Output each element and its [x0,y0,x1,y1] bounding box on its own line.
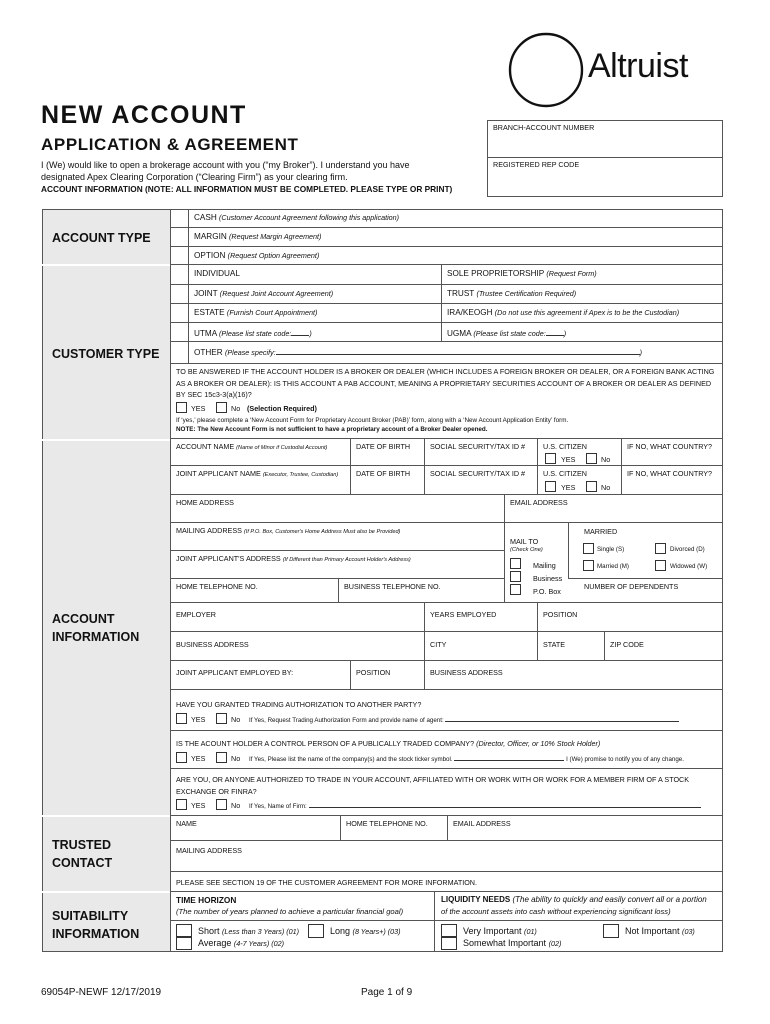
q1-no-checkbox[interactable] [216,713,227,724]
joint-citizen-yes-checkbox[interactable] [545,481,556,492]
q2-if-yes: If Yes, Please list the name of the company(s) and the stock ticker symbol. I (We) promise to notify you of any change. [249,756,684,763]
trusted-email-label: EMAIL ADDRESS [453,819,511,828]
joint-citizen-no-label: No [601,483,611,492]
joint-us-citizen-label: U.S. CITIZEN [543,469,587,478]
position-label: POSITION [543,610,578,619]
trusted-name-label: NAME [176,819,197,828]
divorced-label: Divorced (D) [670,546,705,553]
account-info-note: ACCOUNT INFORMATION (NOTE: ALL INFORMATION MUST BE COMPLETED. PLEASE TYPE OR PRINT) [41,184,453,194]
dependents-label: NUMBER OF DEPENDENTS [584,582,679,591]
q1-yes-checkbox[interactable] [176,713,187,724]
q2-yes-checkbox[interactable] [176,752,187,763]
citizen-no-checkbox[interactable] [586,453,597,464]
pab-question-line-2: AS A BROKER OR DEALER): IS THIS ACCOUNT A PAB ACCOUNT, MEANING A PROPRIETARY SECURITIES ACCOUNT OF A BROKER OR DEALER AS DEFINED [176,379,712,388]
page-number: Page 1 of 9 [361,987,413,998]
mail-to-po-box-checkbox[interactable] [510,584,521,595]
short-checkbox[interactable] [176,924,192,937]
trusted-home-phone-label: HOME TELEPHONE NO. [346,819,428,828]
widowed-checkbox[interactable] [655,560,666,571]
married-m-label: Married (M) [597,563,629,570]
years-employed-label: YEARS EMPLOYED [430,610,497,619]
pab-selection-required: (Selection Required) [247,404,317,413]
joint-name-label: JOINT APPLICANT NAME (Executor, Trustee, Custodian) [176,469,339,478]
state-label: STATE [543,640,566,649]
mail-to-label: MAIL TO [510,537,539,546]
q2-no-label: No [231,754,241,763]
q3-yes-label: YES [191,801,206,810]
trusted-see-section: PLEASE SEE SECTION 19 OF THE CUSTOMER AGREEMENT FOR MORE INFORMATION. [176,878,477,887]
citizen-yes-label: YES [561,455,576,464]
mail-to-business-label: Business [533,574,563,583]
account-name-label: ACCOUNT NAME (Name of Minor if Custodial Account) [176,442,328,451]
pab-note-1: If ‘yes,’ please complete a ‘New Account Form for Proprietary Account Broker (PAB)’ form, along with a ‘New Account Application Entity’ form. [176,417,569,424]
q3-affiliation-line-2: EXCHANGE OR FINRA? [176,787,257,796]
citizen-yes-checkbox[interactable] [545,453,556,464]
section-account-info-2: INFORMATION [52,630,140,644]
q1-yes-label: YES [191,715,206,724]
section-account-info-1: ACCOUNT [52,612,115,626]
long-option: Long (8 Years+) (03) [330,926,401,936]
pab-question-line-1: TO BE ANSWERED IF THE ACCOUNT HOLDER IS A BROKER OR DEALER (WHICH INCLUDES A FOREIGN BROKER OR DEALER, OR A FOREIGN BANK ACTING [176,367,715,376]
somewhat-important-option: Somewhat Important (02) [463,938,562,948]
business-phone-label: BUSINESS TELEPHONE NO. [344,582,441,591]
q3-no-checkbox[interactable] [216,799,227,810]
brand-name: Altruist [588,47,688,85]
married-checkbox[interactable] [583,560,594,571]
short-option: Short (Less than 3 Years) (01) [198,926,300,936]
intro-line-1: I (We) would like to open a brokerage account with you (“my Broker”). I understand you have [41,160,410,170]
section-suitability-2: INFORMATION [52,927,140,941]
pab-question-line-3: BY SEC 15c3-3(a)(16)? [176,390,252,399]
q2-control-person: IS THE ACOUNT HOLDER A CONTROL PERSON OF A PUBLICALLY TRADED COMPANY? (Director, Officer, or 10% Stock Holder) [176,739,601,748]
pab-note-2: NOTE: The New Account Form is not sufficient to have a proprietary account of a Broker Dealer opened. [176,426,488,433]
trusted-mailing-label: MAILING ADDRESS [176,846,242,855]
option-estate[interactable]: ESTATE (Furnish Court Appointment) [194,308,318,317]
dob-label: DATE OF BIRTH [356,442,411,451]
mailing-address-label: MAILING ADDRESS (If P.O. Box, Customer's Home Address Must also be Provided) [176,526,401,535]
business-address-label: BUSINESS ADDRESS [176,640,249,649]
not-important-checkbox[interactable] [603,924,619,938]
divorced-checkbox[interactable] [655,543,666,554]
joint-country-label: IF NO, WHAT COUNTRY? [627,469,713,478]
option-individual[interactable]: INDIVIDUAL [194,269,240,278]
very-important-option: Very Important (01) [463,926,537,936]
q2-no-checkbox[interactable] [216,752,227,763]
single-checkbox[interactable] [583,543,594,554]
q3-yes-checkbox[interactable] [176,799,187,810]
q2-yes-label: YES [191,754,206,763]
page-title: NEW ACCOUNT [41,101,247,129]
q3-no-label: No [231,801,241,810]
citizen-no-label: No [601,455,611,464]
option-other[interactable]: OTHER (Please specify: ) [194,348,643,357]
q1-trading-authorization: HAVE YOU GRANTED TRADING AUTHORIZATION TO ANOTHER PARTY? [176,700,422,709]
logo-circle-icon [506,30,586,110]
branch-account-label: BRANCH-ACCOUNT NUMBER [493,123,595,132]
joint-ssn-label: SOCIAL SECURITY/TAX ID # [430,469,526,478]
section-trusted-1: TRUSTED [52,838,112,852]
page-subtitle: APPLICATION & AGREEMENT [41,135,299,154]
option-margin[interactable]: MARGIN (Request Margin Agreement) [194,232,322,241]
pab-yes-label: YES [191,404,206,413]
section-trusted-2: CONTACT [52,856,113,870]
widowed-label: Widowed (W) [670,563,708,570]
liquidity-header: LIQUIDITY NEEDS (The ability to quickly and easily convert all or a portion [441,895,707,904]
pab-yes-checkbox[interactable] [176,402,187,413]
time-horizon-title: TIME HORIZON [176,895,237,905]
liquidity-desc-2: of the account assets into cash without experiencing significant loss) [441,907,671,916]
form-id: 69054P-NEWF 12/17/2019 [41,987,162,998]
city-label: CITY [430,640,447,649]
rep-code-label: REGISTERED REP CODE [493,160,580,169]
zip-label: ZIP CODE [610,640,644,649]
section-account-type: ACCOUNT TYPE [52,231,151,245]
option-joint[interactable]: JOINT (Request Joint Account Agreement) [194,289,334,298]
pab-no-label: No [231,404,241,413]
home-address-label: HOME ADDRESS [176,498,234,507]
email-address-label: EMAIL ADDRESS [510,498,568,507]
pab-no-checkbox[interactable] [216,402,227,413]
joint-address-label: JOINT APPLICANT'S ADDRESS (If Different than Primary Account Holder's Address) [176,554,411,563]
joint-position-label: POSITION [356,668,391,677]
option-utma[interactable]: UTMA (Please list state code: ) [194,329,312,338]
check-one-label: (Check One) [510,547,543,553]
joint-dob-label: DATE OF BIRTH [356,469,411,478]
mail-to-mailing-label: Mailing [533,561,556,570]
option-trust[interactable]: TRUST (Trustee Certification Required) [447,289,577,298]
intro-line-2: designated Apex Clearing Corporation (“Clearing Firm”) as your clearing firm. [41,172,348,182]
long-checkbox[interactable] [308,924,324,938]
very-important-checkbox[interactable] [441,924,457,937]
joint-business-address-label: BUSINESS ADDRESS [430,668,503,677]
option-ugma[interactable]: UGMA (Please list state code: ) [447,329,567,338]
joint-employed-label: JOINT APPLICANT EMPLOYED BY: [176,668,294,677]
us-citizen-label: U.S. CITIZEN [543,442,587,451]
time-horizon-desc: (The number of years planned to achieve a particular financial goal) [176,907,404,916]
average-option: Average (4-7 Years) (02) [198,938,285,948]
q3-affiliation-line-1: ARE YOU, OR ANYONE AUTHORIZED TO TRADE IN YOUR ACCOUNT, AFFILIATED WITH OR WORK WITH OR WORK FOR A MEMBER FIRM OF A STOCK [176,775,690,784]
altruist-logo [506,30,706,110]
ssn-label: SOCIAL SECURITY/TAX ID # [430,442,526,451]
single-label: Single (S) [597,546,625,553]
married-label: MARRIED [584,527,618,536]
average-checkbox[interactable] [176,937,192,950]
option-cash[interactable]: CASH (Customer Account Agreement following this application) [194,213,400,222]
section-customer-type: CUSTOMER TYPE [52,347,160,361]
option-option[interactable]: OPTION (Request Option Agreement) [194,251,320,260]
section-suitability-1: SUITABILITY [52,909,129,923]
option-sole-proprietorship[interactable]: SOLE PROPRIETORSHIP (Request Form) [447,269,597,278]
mail-to-mailing-checkbox[interactable] [510,558,521,569]
mail-to-business-checkbox[interactable] [510,571,521,582]
somewhat-important-checkbox[interactable] [441,937,457,950]
joint-citizen-yes-label: YES [561,483,576,492]
employer-label: EMPLOYER [176,610,216,619]
q1-if-yes: If Yes, Request Trading Authorization Form and provide name of agent: [249,715,679,725]
q3-if-yes: If Yes, Name of Firm: [249,801,701,811]
country-label: IF NO, WHAT COUNTRY? [627,442,713,451]
joint-citizen-no-checkbox[interactable] [586,481,597,492]
not-important-option: Not Important (03) [625,926,695,936]
home-phone-label: HOME TELEPHONE NO. [176,582,258,591]
mail-to-po-box-label: P.O. Box [533,587,561,596]
q1-no-label: No [231,715,241,724]
option-ira-keogh[interactable]: IRA/KEOGH (Do not use this agreement if Apex is to be the Custodian) [447,308,680,317]
